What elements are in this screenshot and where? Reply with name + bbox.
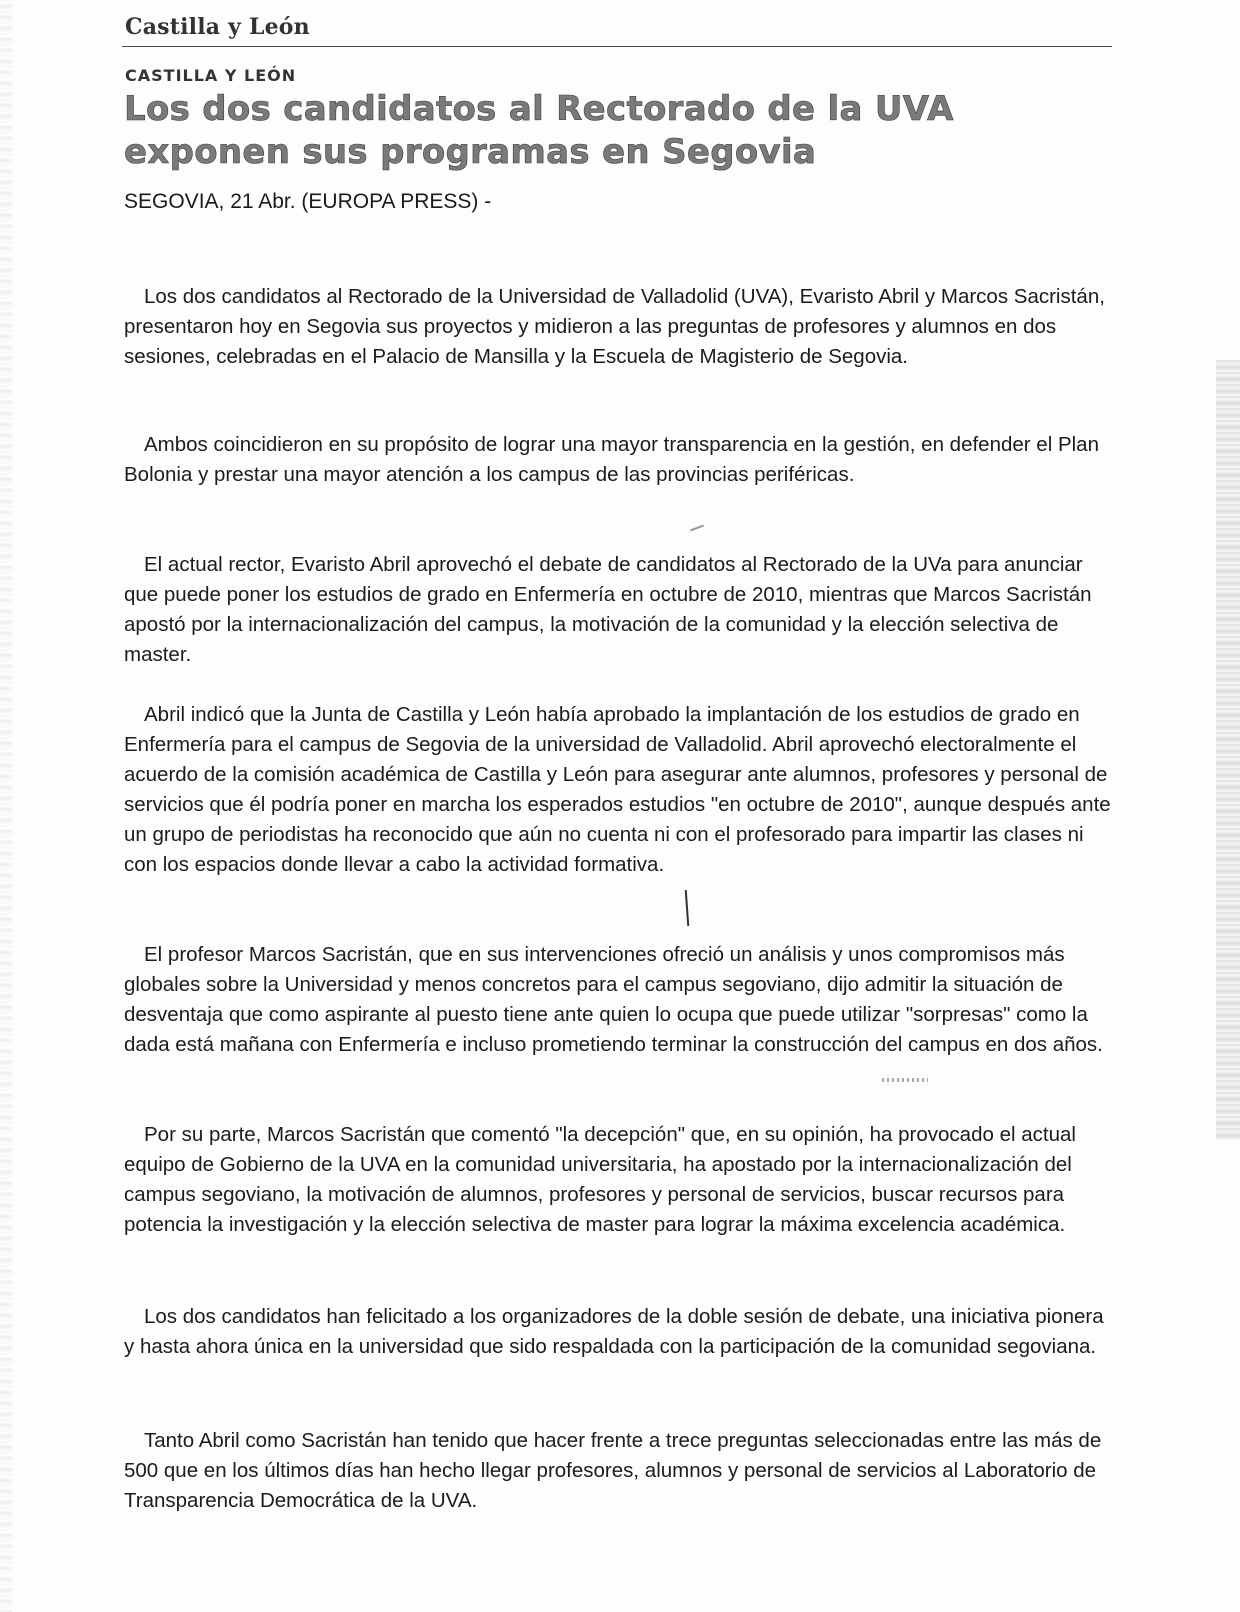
scan-speck (690, 525, 704, 532)
paragraph-7: Los dos candidatos han felicitado a los organizadores de la doble sesión de debate, una iniciativa pionera y hasta ahora única en la universidad que sido respaldada con la participación de la comunidad segoviana. (124, 1305, 1104, 1358)
paragraph-2: Ambos coincidieron en su propósito de lograr una mayor transparencia en la gestión, en defender el Plan Bolonia y prestar una mayor atención a los campus de las provincias periféricas. (124, 433, 1099, 486)
paragraph-6: Por su parte, Marcos Sacristán que comentó "la decepción" que, en su opinión, ha provocado el actual equipo de Gobierno de la UVA en la comunidad universitaria, ha apostado por la internacionalización del campus segoviano, la motivación de alumnos, profesores y personal de servicios, buscar recursos para potencia la investigación y la elección selectiva de master para lograr la máxima excelencia académica. (124, 1123, 1076, 1236)
article-dateline: SEGOVIA, 21 Abr. (EUROPA PRESS) - (124, 190, 492, 213)
header-divider (122, 46, 1112, 47)
scan-edge-left (0, 0, 12, 1612)
paragraph-3: El actual rector, Evaristo Abril aprovechó el debate de candidatos al Rectorado de la UVa para anunciar que puede poner los estudios de grado en Enfermería en octubre de 2010, mientras que Marcos Sacristán apostó por la internacionalización del campus, la motivación de la comunidad y la elección selectiva de master. (124, 553, 1092, 666)
scan-edge-right (1216, 360, 1240, 1140)
paragraph-5: El profesor Marcos Sacristán, que en sus intervenciones ofreció un análisis y unos compromisos más globales sobre la Universidad y menos concretos para el campus segoviano, dijo admitir la situación de desventaja que como aspirante al puesto tiene ante quien lo ocupa que puede utilizar "sorpresas" como la dada está mañana con Enfermería e incluso prometiendo terminar la construcción del campus en dos años. (124, 943, 1103, 1056)
section-header: Castilla y León (125, 14, 310, 40)
paragraph-1: Los dos candidatos al Rectorado de la Universidad de Valladolid (UVA), Evaristo Abril y Marcos Sacristán, presentaron hoy en Segovia sus proyectos y midieron a las preguntas de profesores y alumnos en dos sesiones, celebradas en el Palacio de Mansilla y la Escuela de Magisterio de Segovia. (124, 285, 1105, 368)
pen-mark (685, 890, 690, 926)
scan-speck (882, 1078, 928, 1082)
article-headline: Los dos candidatos al Rectorado de la UVA exponen sus programas en Segovia (124, 89, 954, 172)
paragraph-8: Tanto Abril como Sacristán han tenido que hacer frente a trece preguntas seleccionadas entre las más de 500 que en los últimos días han hecho llegar profesores, alumnos y personal de servicios al Laboratorio de Transparencia Democrática de la UVA. (124, 1429, 1102, 1512)
paragraph-4: Abril indicó que la Junta de Castilla y León había aprobado la implantación de los estudios de grado en Enfermería para el campus de Segovia de la universidad de Valladolid. Abril aprovechó electoralmente el acuerdo de la comisión académica de Castilla y León para asegurar ante alumnos, profesores y personal de servicios que él podría poner en marcha los esperados estudios "en octubre de 2010", aunque después ante un grupo de periodistas ha reconocido que aún no cuenta ni con el profesorado para impartir las clases ni con los espacios donde llevar a cabo la actividad formativa. (124, 703, 1111, 876)
article-kicker: CASTILLA Y LEÓN (125, 66, 297, 85)
